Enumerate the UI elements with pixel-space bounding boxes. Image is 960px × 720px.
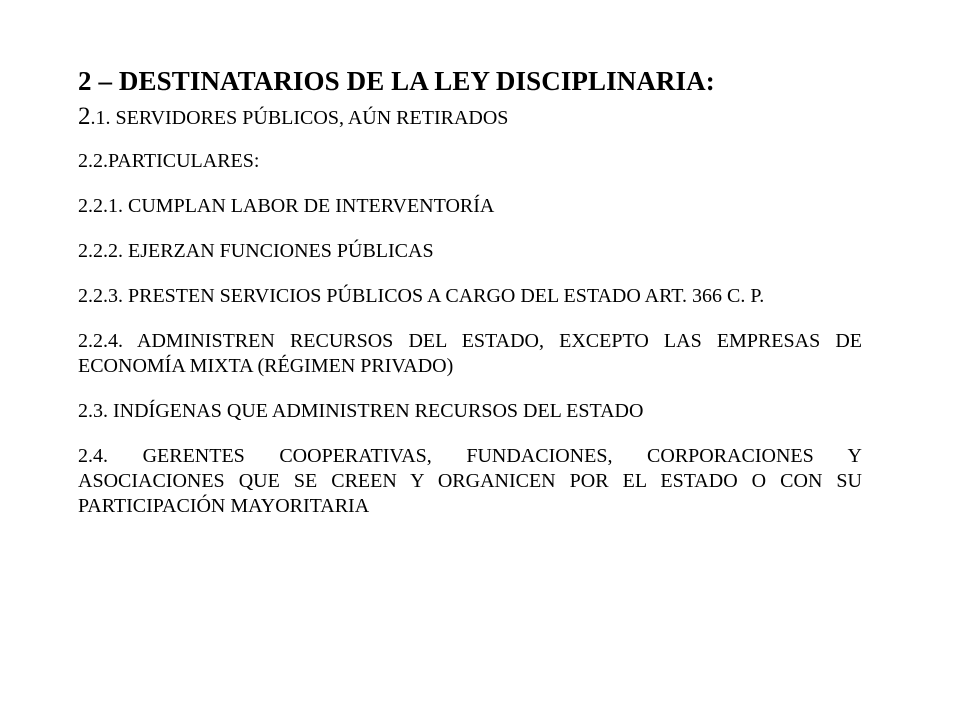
slide-title: 2 – DESTINATARIOS DE LA LEY DISCIPLINARIA: xyxy=(78,66,715,96)
list-item-2-4: 2.4. GERENTES COOPERATIVAS, FUNDACIONES, CORPORACIONES Y ASOCIACIONES QUE SE CREEN Y ORGANICEN POR EL ESTADO O CON SU PARTICIPACIÓN MAYORITARIA xyxy=(78,445,862,517)
list-item-2-2-2: 2.2.2. EJERZAN FUNCIONES PÚBLICAS xyxy=(78,240,434,262)
item-text: .1. SERVIDORES PÚBLICOS, AÚN RETIRADOS xyxy=(90,107,509,129)
item-number-prefix: 2 xyxy=(78,103,91,130)
list-item-2-2-1: 2.2.1. CUMPLAN LABOR DE INTERVENTORÍA xyxy=(78,195,495,217)
list-item-2-2-4: 2.2.4. ADMINISTREN RECURSOS DEL ESTADO, EXCEPTO LAS EMPRESAS DE ECONOMÍA MIXTA (RÉGIMEN PRIVADO) xyxy=(78,330,862,377)
list-item-2-3: 2.3. INDÍGENAS QUE ADMINISTREN RECURSOS DEL ESTADO xyxy=(78,400,644,422)
list-item-2-2-3: 2.2.3. PRESTEN SERVICIOS PÚBLICOS A CARGO DEL ESTADO ART. 366 C. P. xyxy=(78,285,765,307)
list-item-2-2: 2.2.PARTICULARES: xyxy=(78,150,260,172)
list-item-2-1 xyxy=(78,104,862,131)
slide-content xyxy=(78,64,862,539)
